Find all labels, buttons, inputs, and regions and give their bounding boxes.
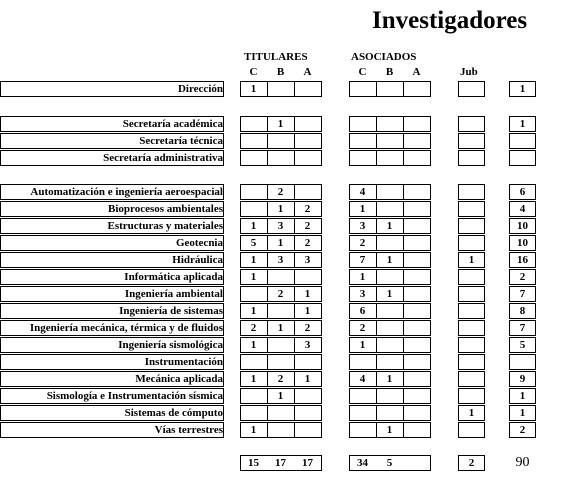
titulares-b-value: 1 <box>277 118 284 130</box>
titulares-c-value <box>240 286 267 302</box>
total-titulares-a: 17 <box>302 457 313 469</box>
asociados-a-value <box>403 116 430 132</box>
asociados-c-value: 7 <box>359 254 366 266</box>
titulares-a-value <box>294 388 321 404</box>
titulares-c-value <box>240 388 267 404</box>
grand-total: 90 <box>515 455 530 470</box>
titulares-a-value: 2 <box>304 237 311 249</box>
row-total-value: 4 <box>519 203 526 215</box>
jub-value <box>458 201 485 217</box>
asociados-a-value <box>403 388 430 404</box>
row-label: Vías terrestres <box>154 424 223 436</box>
jub-value <box>458 388 485 404</box>
row-label: Hidráulica <box>172 254 223 266</box>
row-total-value <box>509 354 536 370</box>
titulares-b-value: 1 <box>277 237 284 249</box>
titulares-b-value <box>267 150 294 166</box>
row-label: Bioprocesos ambientales <box>108 203 223 215</box>
titulares-c-value <box>240 405 267 421</box>
table-row <box>0 116 564 133</box>
row-label: Secretaría académica <box>122 118 223 130</box>
titulares-b-value: 1 <box>277 390 284 402</box>
titulares-c-value: 1 <box>250 305 257 317</box>
row-total-value: 1 <box>519 407 526 419</box>
header-titulares-a: A <box>303 66 312 78</box>
asociados-c-value: 4 <box>359 373 366 385</box>
table-row <box>0 218 564 235</box>
row-label: Automatización e ingeniería aeroespacial <box>30 186 223 198</box>
asociados-b-value <box>376 81 403 97</box>
table-row <box>0 269 564 286</box>
titulares-a-value <box>294 269 321 285</box>
titulares-c-value: 1 <box>250 254 257 266</box>
titulares-a-value: 2 <box>304 322 311 334</box>
asociados-a-value <box>403 354 430 370</box>
row-total-value: 16 <box>517 254 528 266</box>
asociados-a-value <box>403 286 430 302</box>
titulares-b-value <box>267 303 294 319</box>
total-asociados-a <box>403 455 430 471</box>
titulares-c-value: 2 <box>250 322 257 334</box>
titulares-a-value: 2 <box>304 220 311 232</box>
titulares-b-value: 2 <box>277 373 284 385</box>
titulares-c-value <box>240 150 267 166</box>
titulares-c-value: 1 <box>250 339 257 351</box>
row-total-value: 7 <box>519 288 526 300</box>
titulares-c-value: 1 <box>250 271 257 283</box>
table-row <box>0 405 564 422</box>
row-total-value: 2 <box>519 424 526 436</box>
row-label: Sismología e Instrumentación sísmica <box>46 390 223 402</box>
titulares-c-value: 1 <box>250 424 257 436</box>
asociados-b-value: 1 <box>386 424 393 436</box>
asociados-c-value <box>349 81 376 97</box>
titulares-c-value: 5 <box>250 237 257 249</box>
row-label: Mecánica aplicada <box>135 373 223 385</box>
asociados-a-value <box>403 150 430 166</box>
titulares-b-value <box>267 81 294 97</box>
total-titulares-b: 17 <box>275 457 286 469</box>
header-titulares: TITULARES <box>244 51 308 63</box>
asociados-c-value <box>349 354 376 370</box>
asociados-a-value <box>403 422 430 438</box>
table-row <box>0 286 564 303</box>
asociados-a-value <box>403 184 430 200</box>
header-titulares-b: B <box>276 66 285 78</box>
titulares-a-value: 1 <box>304 288 311 300</box>
jub-value <box>458 371 485 387</box>
row-label: Sistemas de cómputo <box>124 407 223 419</box>
titulares-b-value <box>267 133 294 149</box>
asociados-c-value <box>349 150 376 166</box>
titulares-b-value: 1 <box>277 322 284 334</box>
asociados-c-value <box>349 116 376 132</box>
asociados-b-value <box>376 116 403 132</box>
titulares-b-value <box>267 337 294 353</box>
row-label: Geotecnia <box>175 237 223 249</box>
jub-value <box>458 235 485 251</box>
titulares-a-value <box>294 354 321 370</box>
jub-value <box>458 269 485 285</box>
asociados-c-value <box>349 422 376 438</box>
asociados-c-value: 4 <box>359 186 366 198</box>
asociados-b-value: 1 <box>386 288 393 300</box>
total-asociados-b: 5 <box>386 457 393 469</box>
titulares-c-value: 1 <box>250 83 257 95</box>
asociados-a-value <box>403 218 430 234</box>
asociados-b-value <box>376 405 403 421</box>
titulares-b-value: 3 <box>277 220 284 232</box>
table-row <box>0 150 564 167</box>
asociados-c-value: 2 <box>359 322 366 334</box>
jub-value <box>458 337 485 353</box>
asociados-a-value <box>403 405 430 421</box>
row-total-value: 10 <box>517 237 528 249</box>
titulares-c-value <box>240 354 267 370</box>
table-row <box>0 201 564 218</box>
asociados-a-value <box>403 133 430 149</box>
titulares-a-value: 3 <box>304 339 311 351</box>
header-asociados-a: A <box>412 66 421 78</box>
header-titulares-c: C <box>249 66 258 78</box>
titulares-a-value: 3 <box>304 254 311 266</box>
asociados-b-value <box>376 337 403 353</box>
row-total-value: 10 <box>517 220 528 232</box>
titulares-b-value <box>267 422 294 438</box>
titulares-a-value: 1 <box>304 373 311 385</box>
total-titulares-c: 15 <box>248 457 259 469</box>
asociados-b-value <box>376 235 403 251</box>
asociados-b-value <box>376 269 403 285</box>
jub-value <box>458 116 485 132</box>
table-row <box>0 81 564 98</box>
jub-value <box>458 303 485 319</box>
table-row <box>0 388 564 405</box>
asociados-b-value <box>376 150 403 166</box>
table-row <box>0 320 564 337</box>
header-asociados-b: B <box>385 66 394 78</box>
row-total-value: 1 <box>519 390 526 402</box>
table-row <box>0 184 564 201</box>
titulares-a-value <box>294 184 321 200</box>
row-total-value: 9 <box>519 373 526 385</box>
jub-value <box>458 354 485 370</box>
row-label: Estructuras y materiales <box>107 220 223 232</box>
titulares-b-value: 1 <box>277 203 284 215</box>
total-asociados-c: 34 <box>357 457 368 469</box>
titulares-b-value <box>267 354 294 370</box>
asociados-b-value <box>376 388 403 404</box>
row-label: Ingeniería sismológica <box>118 339 223 351</box>
asociados-c-value: 3 <box>359 288 366 300</box>
jub-value <box>458 81 485 97</box>
row-label: Ingeniería ambiental <box>124 288 223 300</box>
row-total-value: 8 <box>519 305 526 317</box>
titulares-a-value <box>294 116 321 132</box>
table-row <box>0 303 564 320</box>
asociados-c-value: 1 <box>359 203 366 215</box>
table-row <box>0 337 564 354</box>
titulares-c-value <box>240 201 267 217</box>
titulares-b-value: 2 <box>277 288 284 300</box>
titulares-b-value: 2 <box>277 186 284 198</box>
asociados-a-value <box>403 320 430 336</box>
jub-value <box>458 422 485 438</box>
titulares-b-value <box>267 269 294 285</box>
row-label: Secretaría administrativa <box>103 152 223 164</box>
row-total-value: 2 <box>519 271 526 283</box>
jub-value <box>458 133 485 149</box>
table-row <box>0 235 564 252</box>
asociados-a-value <box>403 235 430 251</box>
row-total-value: 6 <box>519 186 526 198</box>
titulares-a-value <box>294 422 321 438</box>
row-total-value <box>509 150 536 166</box>
row-total-value: 5 <box>519 339 526 351</box>
row-label: Instrumentación <box>144 356 223 368</box>
asociados-c-value: 3 <box>359 220 366 232</box>
asociados-b-value: 1 <box>386 254 393 266</box>
asociados-b-value: 1 <box>386 373 393 385</box>
asociados-b-value: 1 <box>386 220 393 232</box>
titulares-c-value: 1 <box>250 373 257 385</box>
asociados-c-value <box>349 133 376 149</box>
asociados-c-value <box>349 388 376 404</box>
titulares-a-value: 1 <box>304 305 311 317</box>
asociados-b-value <box>376 133 403 149</box>
table-row <box>0 252 564 269</box>
header-jub: Jub <box>460 66 478 78</box>
total-jub: 2 <box>468 457 475 469</box>
asociados-b-value <box>376 201 403 217</box>
asociados-a-value <box>403 337 430 353</box>
header-asociados-c: C <box>358 66 367 78</box>
jub-value: 1 <box>468 407 475 419</box>
asociados-c-value: 1 <box>359 271 366 283</box>
jub-value <box>458 286 485 302</box>
titulares-a-value <box>294 81 321 97</box>
asociados-a-value <box>403 81 430 97</box>
asociados-a-value <box>403 201 430 217</box>
titulares-c-value: 1 <box>250 220 257 232</box>
row-label: Ingeniería mecánica, térmica y de fluidos <box>29 322 223 334</box>
header-asociados: ASOCIADOS <box>351 51 417 63</box>
asociados-c-value <box>349 405 376 421</box>
titulares-c-value <box>240 184 267 200</box>
asociados-c-value: 2 <box>359 237 366 249</box>
table-row <box>0 354 564 371</box>
asociados-b-value <box>376 184 403 200</box>
titulares-a-value <box>294 133 321 149</box>
table-row <box>0 133 564 150</box>
asociados-c-value: 1 <box>359 339 366 351</box>
jub-value <box>458 320 485 336</box>
titulares-c-value <box>240 133 267 149</box>
row-label: Informática aplicada <box>124 271 223 283</box>
row-label: Secretaría técnica <box>139 135 223 147</box>
row-total-value: 7 <box>519 322 526 334</box>
jub-value <box>458 184 485 200</box>
titulares-b-value <box>267 405 294 421</box>
row-total-value: 1 <box>519 118 526 130</box>
titulares-b-value: 3 <box>277 254 284 266</box>
asociados-a-value <box>403 252 430 268</box>
titulares-c-value <box>240 116 267 132</box>
page-title: Investigadores <box>372 7 528 34</box>
jub-value: 1 <box>468 254 475 266</box>
asociados-a-value <box>403 371 430 387</box>
titulares-a-value <box>294 150 321 166</box>
asociados-a-value <box>403 269 430 285</box>
table-row <box>0 422 564 439</box>
jub-value <box>458 218 485 234</box>
row-label: Dirección <box>177 83 223 95</box>
asociados-b-value <box>376 354 403 370</box>
titulares-a-value <box>294 405 321 421</box>
table-row <box>0 371 564 388</box>
row-total-value: 1 <box>519 83 526 95</box>
asociados-c-value: 6 <box>359 305 366 317</box>
titulares-a-value: 2 <box>304 203 311 215</box>
asociados-a-value <box>403 303 430 319</box>
row-label: Ingeniería de sistemas <box>119 305 223 317</box>
row-total-value <box>509 133 536 149</box>
jub-value <box>458 150 485 166</box>
asociados-b-value <box>376 320 403 336</box>
totals-row <box>0 455 564 472</box>
asociados-b-value <box>376 303 403 319</box>
